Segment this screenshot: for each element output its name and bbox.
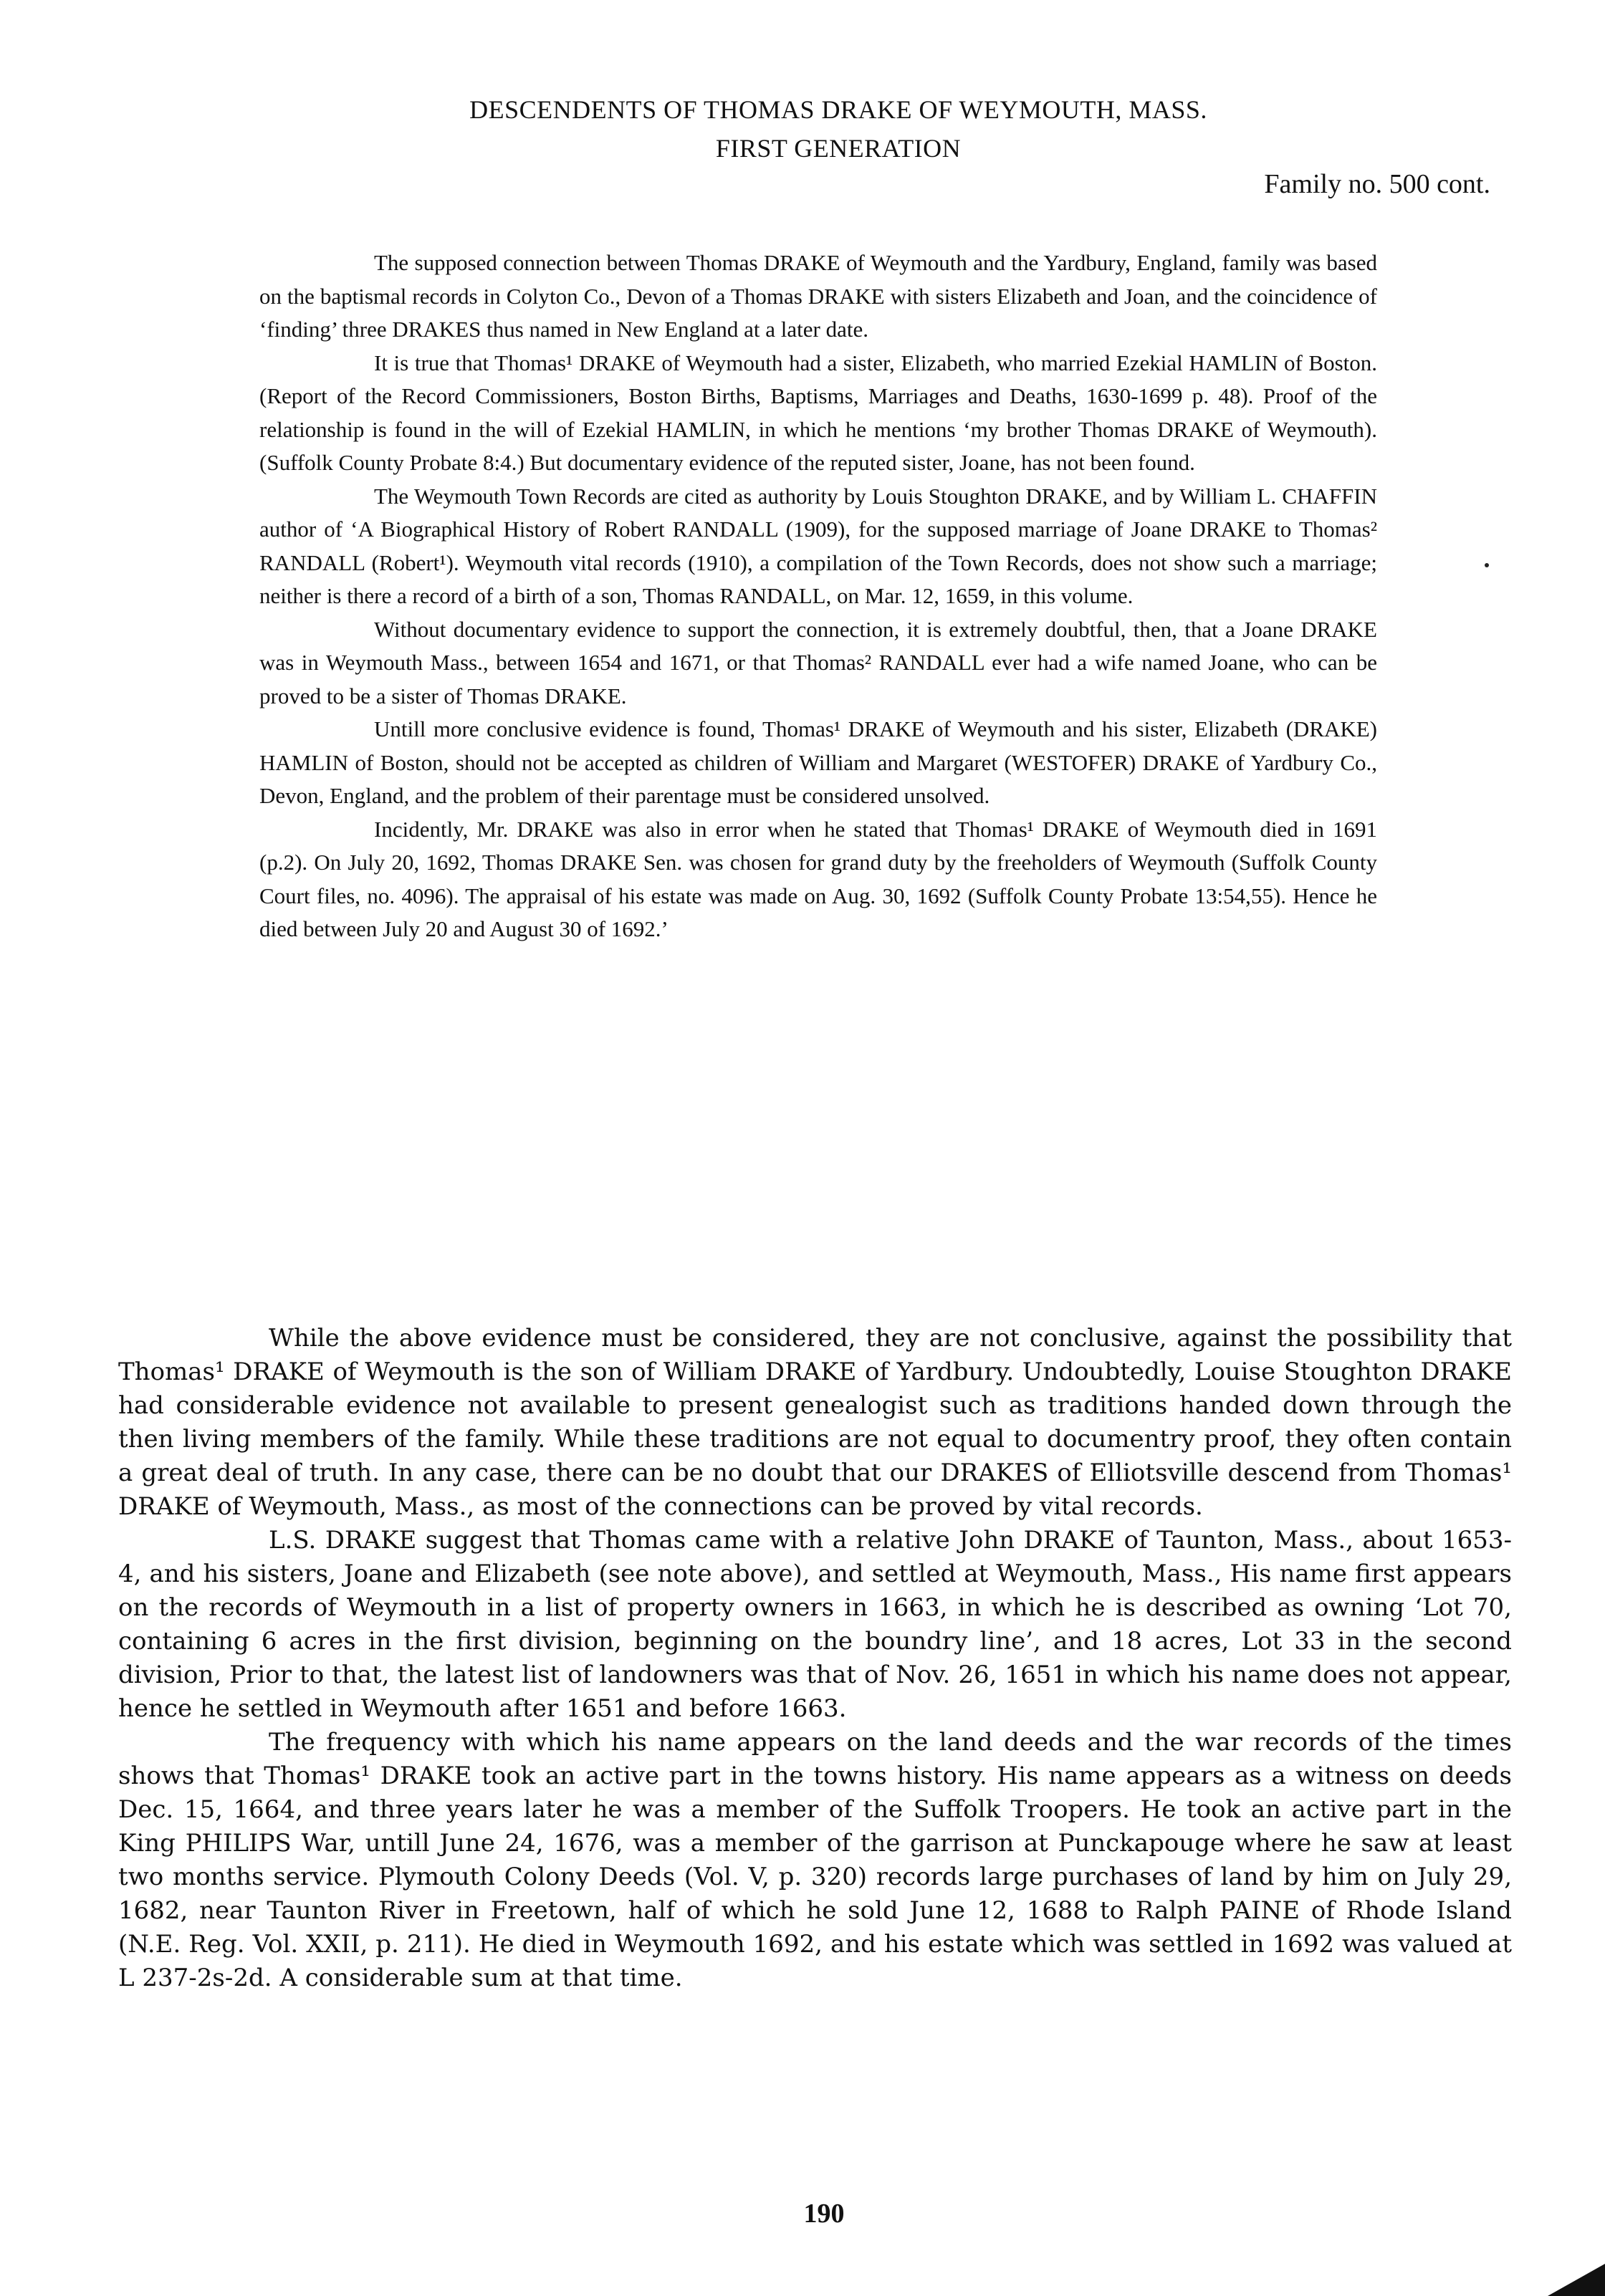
quote-paragraph: Without documentary evidence to support the connection, it is extremely doubtful, then, that a Joane DRAKE was in Weymouth Mass., between 1654 and 1671, or that Thomas² RANDALL ever had a wife named Joane, who can be proved to be a sister of Thomas DRAKE. [259, 616, 1377, 709]
quoted-note [259, 246, 1377, 946]
scan-corner-mark [1548, 2264, 1605, 2296]
quote-paragraph: The Weymouth Town Records are cited as authority by Louis Stoughton DRAKE, and by William L. CHAFFIN author of ‘A Biographical History of Robert RANDALL (1909), for the supposed marriage of Joane DRAKE to Thomas² RANDALL (Robert¹). Weymouth vital records (1910), a compilation of the Town Records, does not show such a marriage; neither is there a record of a birth of a son, Thomas RANDALL, on Mar. 12, 1659, in this volume. [259, 483, 1377, 608]
quote-paragraph: Incidently, Mr. DRAKE was also in error when he stated that Thomas¹ DRAKE of Weymouth died in 1691 (p.2). On July 20, 1692, Thomas DRAKE Sen. was chosen for grand duty by the freeholders of Weymouth (Suffolk County Court files, no. 4096). The appraisal of his estate was made on Aug. 30, 1692 (Suffolk County Probate 13:54,55). Hence he died between July 20 and August 30 of 1692.’ [259, 816, 1377, 941]
page-number: 190 [803, 2199, 845, 2229]
body-paragraph: L.S. DRAKE suggest that Thomas came with a relative John DRAKE of Taunton, Mass., about 1653-4, and his sisters, Joane and Elizabeth (see note above), and settled at Weymouth, Mass., His name first appears on the records of Weymouth in a list of property owners in 1663, in which he is described as owning ‘Lot 70, containing 6 acres in the first division, beginning on the boundry line’, and 18 acres, Lot 33 in the second division, Prior to that, the latest list of landowners was that of Nov. 26, 1651 in which his name does not appear, hence he settled in Weymouth after 1651 and before 1663. [118, 1526, 1512, 1723]
quote-paragraph: Untill more conclusive evidence is found, Thomas¹ DRAKE of Weymouth and his sister, Elizabeth (DRAKE) HAMLIN of Boston, should not be accepted as children of William and Margaret (WESTOFER) DRAKE of Yardbury Co., Devon, England, and the problem of their parentage must be considered unsolved. [259, 716, 1377, 808]
stray-mark [1485, 563, 1489, 567]
family-number: Family no. 500 cont. [1264, 169, 1490, 199]
page-title: DESCENDENTS OF THOMAS DRAKE OF WEYMOUTH, MASS. [469, 95, 1207, 124]
generation-heading: FIRST GENERATION [715, 134, 962, 163]
main-text [118, 1322, 1512, 1995]
quote-paragraph: The supposed connection between Thomas DRAKE of Weymouth and the Yardbury, England, family was based on the baptismal records in Colyton Co., Devon of a Thomas DRAKE with sisters Elizabeth and Joan, and the coincidence of ‘finding’ three DRAKES thus named in New England at a later date. [259, 250, 1377, 342]
quote-paragraph: It is true that Thomas¹ DRAKE of Weymouth had a sister, Elizabeth, who married Ezekial HAMLIN of Boston. (Report of the Record Commissioners, Boston Births, Baptisms, Marriages and Deaths, 1630-1699 p. 48). Proof of the relationship is found in the will of Ezekial HAMLIN, in which he mentions ‘my brother Thomas DRAKE of Weymouth). (Suffolk County Probate 8:4.) But documentary evidence of the reputed sister, Joane, has not been found. [259, 350, 1377, 475]
body-paragraph: While the above evidence must be considered, they are not conclusive, against the possibility that Thomas¹ DRAKE of Weymouth is the son of William DRAKE of Yardbury. Undoubtedly, Louise Stoughton DRAKE had considerable evidence not available to present genealogist such as traditions handed down through the then living members of the family. While these traditions are not equal to documentry proof, they often contain a great deal of truth. In any case, there can be no doubt that our DRAKES of Elliotsville descend from Thomas¹ DRAKE of Weymouth, Mass., as most of the connections can be proved by vital records. [118, 1324, 1512, 1521]
body-paragraph: The frequency with which his name appears on the land deeds and the war records of the times shows that Thomas¹ DRAKE took an active part in the towns history. His name appears as a witness on deeds Dec. 15, 1664, and three years later he was a member of the Suffolk Troopers. He took an active part in the King PHILIPS War, untill June 24, 1676, was a member of the garrison at Punckapouge where he saw at least two months service. Plymouth Colony Deeds (Vol. V, p. 320) records large purchases of land by him on July 29, 1682, near Taunton River in Freetown, half of which he sold June 12, 1688 to Ralph PAINE of Rhode Island (N.E. Reg. Vol. XXII, p. 211). He died in Weymouth 1692, and his estate which was settled in 1692 was valued at L 237-2s-2d. A considerable sum at that time. [118, 1728, 1512, 1992]
